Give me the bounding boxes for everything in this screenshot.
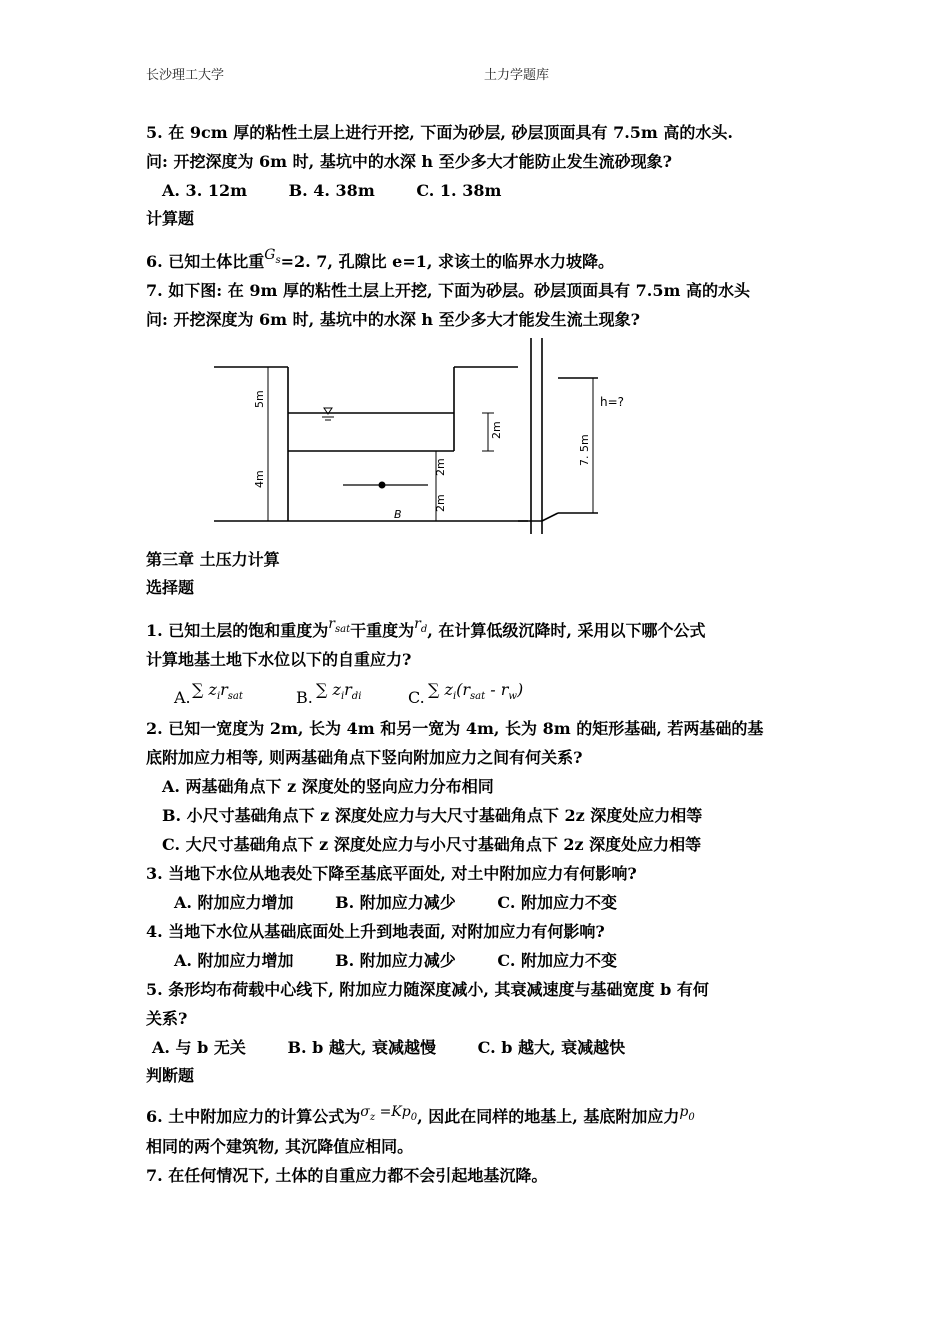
c1-option-b: B. (296, 688, 313, 707)
chapter-title: 第三章 土压力计算 (146, 550, 280, 569)
water-level-icon (322, 408, 334, 420)
c5-option-c: C. b 越大, 衰减越快 (477, 1038, 626, 1057)
c4-option-b: B. 附加应力减少 (335, 951, 456, 970)
c4-option-a: A. 附加应力增加 (174, 951, 294, 970)
label-4m: 4m (253, 470, 266, 488)
c5-option-a: A. 与 b 无关 (152, 1038, 246, 1057)
c4-option-c: C. 附加应力不变 (497, 951, 617, 970)
c3-options (146, 888, 826, 917)
header-school: 长沙理工大学 (146, 68, 225, 83)
c2-option-c: C. 大尺寸基础角点下 z 深度处应力与小尺寸基础角点下 2z 深度处应力相等 (162, 835, 702, 854)
c1-option-c: C. (408, 688, 425, 707)
c5-options (146, 1033, 826, 1062)
excavation-diagram (138, 338, 818, 543)
c5-line2: 关系? (146, 1009, 188, 1028)
c1-option-a: A. (174, 688, 191, 707)
c2-line2: 底附加应力相等, 则两基础角点下竖向附加应力之间有何关系? (146, 748, 583, 767)
label-2m-c: 2m (490, 421, 503, 439)
c1-line2: 计算地基土地下水位以下的自重应力? (146, 650, 412, 669)
c3-option-b: B. 附加应力减少 (335, 893, 456, 912)
c1-formula-c: ∑ $z_i(r_{sat} - r_w)$ (428, 680, 524, 703)
q7-line2: 问: 开挖深度为 6m 时, 基坑中的水深 h 至少多大才能发生流土现象? (146, 310, 640, 329)
excavation-figure (138, 338, 826, 543)
c3-option-a: A. 附加应力增加 (174, 893, 294, 912)
label-2m-b: 2m (434, 494, 447, 512)
point-b-dot (379, 482, 386, 489)
page-content (146, 118, 826, 1190)
c4-options (146, 946, 826, 975)
section-judge: 判断题 (146, 1066, 195, 1085)
q5-option-a: A. 3. 12m (162, 181, 248, 200)
q7-line1: 7. 如下图: 在 9m 厚的粘性土层上开挖, 下面为砂层。砂层顶面具有 7.5m 高的水头 (146, 281, 751, 300)
q5-line2: 问: 开挖深度为 6m 时, 基坑中的水深 h 至少多大才能防止发生流砂现象? (146, 152, 672, 171)
c2-option-a: A. 两基础角点下 z 深度处的竖向应力分布相同 (162, 777, 494, 796)
label-75m: 7. 5m (578, 434, 591, 466)
q6-line: 6. 已知土体比重$G_s=2$. 7, 孔隙比 e=1, 求该土的临界水力坡降。 (146, 247, 614, 271)
label-2m-a: 2m (434, 458, 447, 476)
j7-line: 7. 在任何情况下, 土体的自重应力都不会引起地基沉降。 (146, 1165, 548, 1185)
section-calc: 计算题 (146, 209, 195, 228)
c2-line1: 2. 已知一宽度为 2m, 长为 4m 和另一宽为 4m, 长为 8m 的矩形基础, 若两基础的基 (146, 719, 764, 738)
section-choice: 选择题 (146, 578, 195, 597)
j6-line1: 6. 土中附加应力的计算公式为$\sigma_z =Kp_0$, 因此在同样的地基上, 基底附加应力$p_0$ (146, 1104, 695, 1126)
c3-option-c: C. 附加应力不变 (497, 893, 617, 912)
c5-line1: 5. 条形均布荷载中心线下, 附加应力随深度减小, 其衰减速度与基础宽度 b 有何 (146, 980, 709, 999)
q5-option-c: C. 1. 38m (416, 181, 502, 200)
q5-options (146, 176, 826, 205)
c1-formula-b: ∑ $z_ir_{di}$ (316, 680, 362, 703)
q5-line1: 5. 在 9cm 厚的粘性土层上进行开挖, 下面为砂层, 砂层顶面具有 7.5m 高的水头. (146, 123, 733, 142)
header-title: 土力学题库 (484, 68, 550, 83)
j6-line2: 相同的两个建筑物, 其沉降值应相同。 (146, 1136, 414, 1156)
c3-line: 3. 当地下水位从地表处下降至基底平面处, 对土中附加应力有何影响? (146, 864, 637, 883)
c2-option-b: B. 小尺寸基础角点下 z 深度处应力与大尺寸基础角点下 2z 深度处应力相等 (162, 806, 703, 825)
q6-symbol: $G_s$ (264, 247, 281, 266)
label-5m: 5m (253, 390, 266, 408)
q5-option-b: B. 4. 38m (288, 181, 375, 200)
c1-line1: 1. 已知土层的饱和重度为$r_{sat}$干重度为$r_d$, 在计算低级沉降时, 采用以下哪个公式 (146, 616, 706, 640)
c4-line: 4. 当地下水位从基础底面处上升到地表面, 对附加应力有何影响? (146, 922, 605, 941)
label-h: h=? (600, 395, 625, 409)
c5-option-b: B. b 越大, 衰减越慢 (287, 1038, 437, 1057)
label-b: B (394, 508, 402, 521)
c1-formula-a: ∑ $z_ir_{sat}$ (192, 680, 243, 703)
c1-options (146, 674, 826, 714)
